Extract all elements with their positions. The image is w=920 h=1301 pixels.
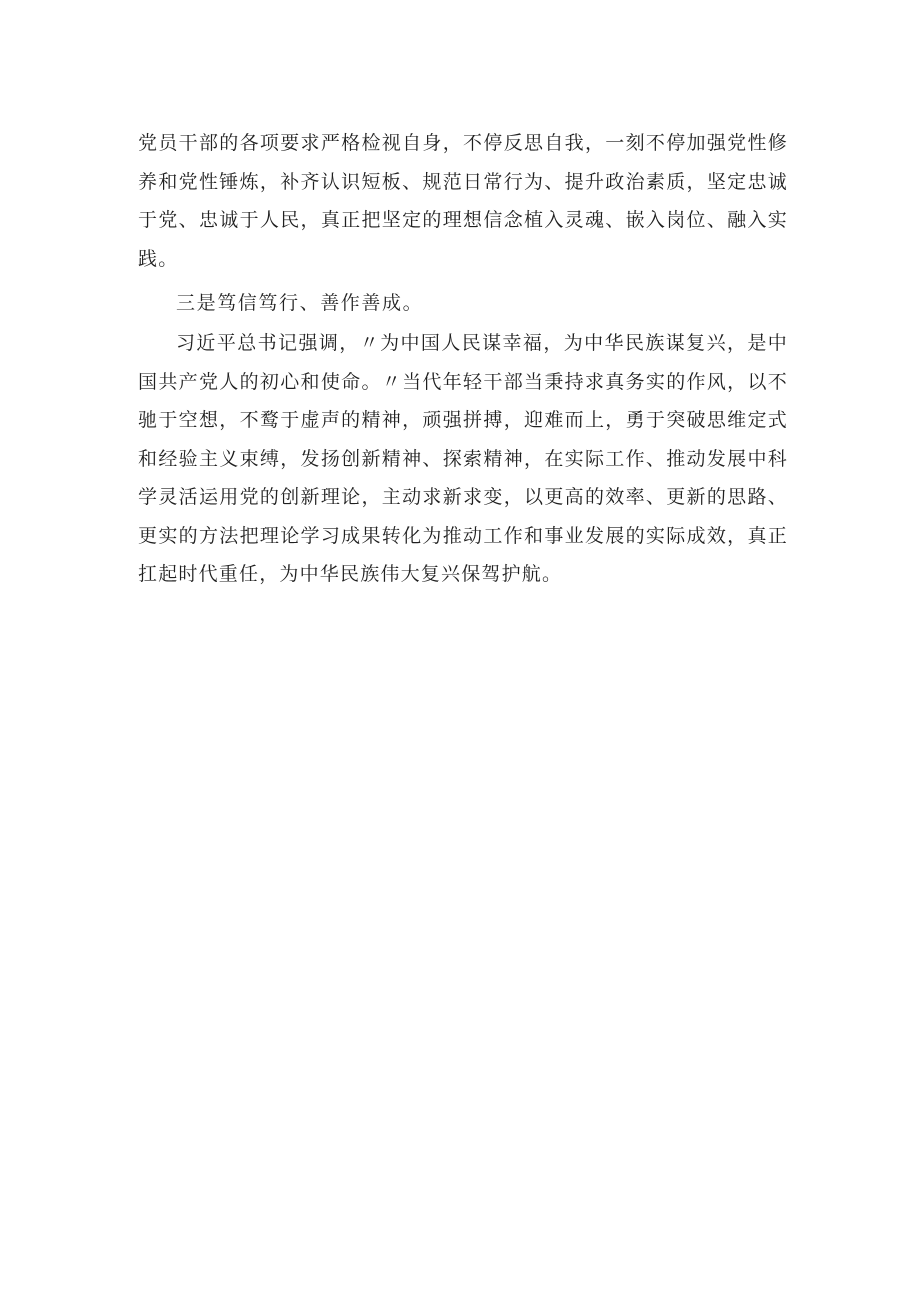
document-body (138, 124, 788, 594)
paragraph-continued: 党员干部的各项要求严格检视自身，不停反思自我，一刻不停加强党性修养和党性锤炼，补齐认识短板、规范日常行为、提升政治素质，坚定忠诚于党、忠诚于人民，真正把坚定的理想信念植入灵魂、嵌入岗位、融入实践。 (138, 132, 788, 270)
section-heading: 三是笃信笃行、善作善成。 (176, 292, 424, 314)
paragraph-body: 习近平总书记强调，〃为中国人民谋幸福，为中华民族谋复兴，是中国共产党人的初心和使命。〃当代年轻干部当秉持求真务实的作风，以不驰于空想，不鹜于虚声的精神，顽强拼搏，迎难而上，勇于突破思维定式和经验主义束缚，发扬创新精神、探索精神，在实际工作、推动发展中科学灵活运用党的创新理论，主动求新求变，以更高的效率、更新的思路、更实的方法把理论学习成果转化为推动工作和事业发展的实际成效，真正扛起时代重任，为中华民族伟大复兴保驾护航。 (138, 332, 788, 585)
